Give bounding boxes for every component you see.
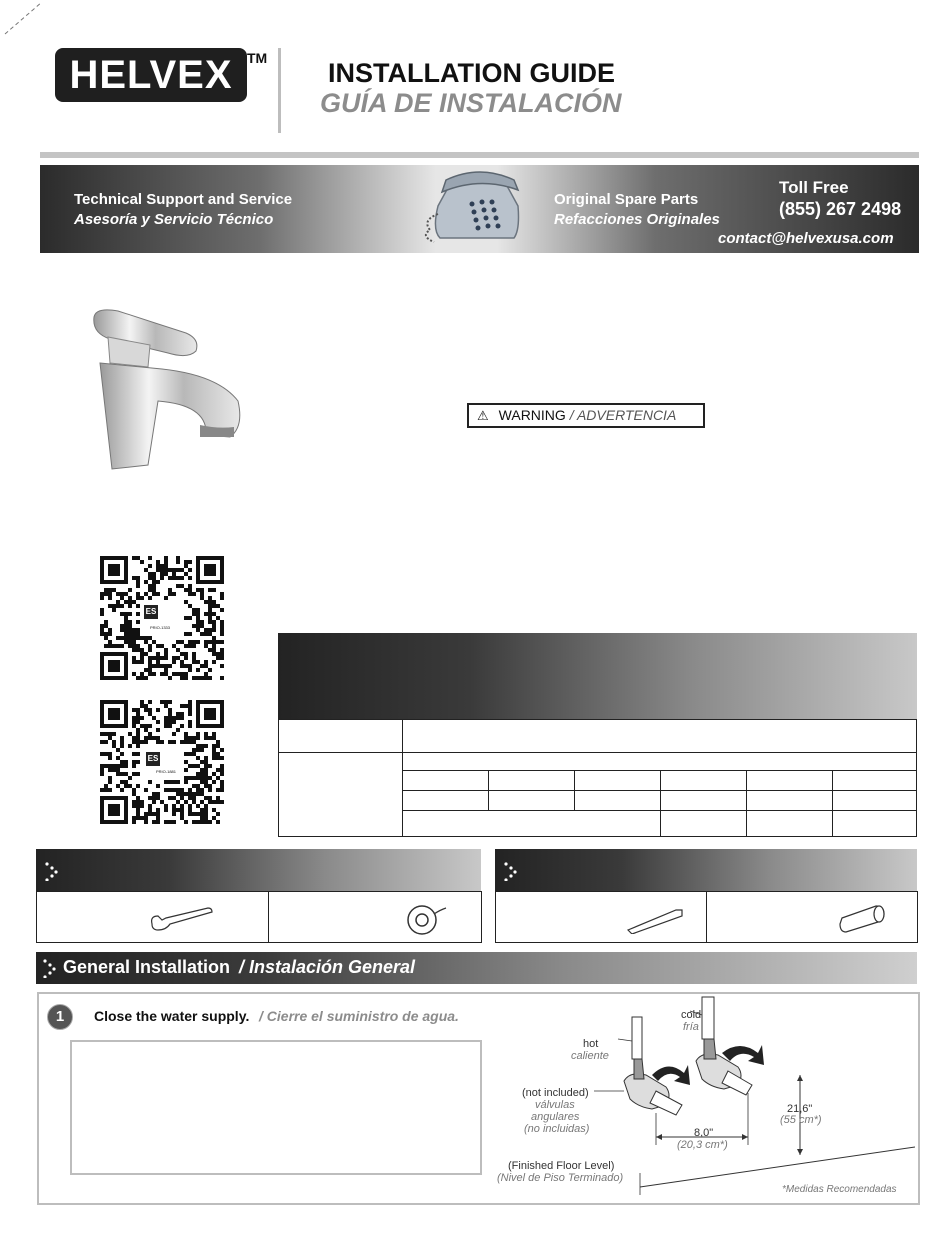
- qr-caption: PRIO-1333: [150, 625, 171, 630]
- height-dimension-cm: (55 cm*): [780, 1114, 822, 1126]
- telephone-icon: [410, 166, 530, 244]
- spec-cell: [661, 771, 747, 791]
- warning-label: WARNING: [498, 407, 566, 423]
- warning-box: [467, 403, 705, 428]
- toll-free-label: Toll Free: [779, 178, 849, 197]
- faucet-image: [88, 305, 248, 475]
- spec-cell: [489, 771, 575, 791]
- support-label-spanish: Asesoría y Servicio Técnico: [74, 211, 274, 228]
- spec-cell: [747, 771, 833, 791]
- qr-badge: ES: [146, 752, 160, 766]
- spec-cell: [661, 811, 747, 836]
- spec-table: [278, 719, 917, 837]
- spacing-dimension-cm: (20,3 cm*): [677, 1139, 728, 1151]
- spec-cell: [833, 791, 916, 811]
- corner-mark: [0, 0, 45, 40]
- floor-level-label: (Finished Floor Level): [508, 1160, 615, 1172]
- qr-code[interactable]: [100, 556, 224, 680]
- height-dimension: 21,6": [787, 1103, 813, 1115]
- parts-panel-header: [495, 849, 917, 891]
- step-1-text: Close the water supply.: [94, 1008, 250, 1024]
- trademark: TM: [247, 50, 268, 66]
- teflon-tape-icon: [404, 904, 448, 936]
- floor-level-label-spanish: (Nivel de Piso Terminado): [497, 1172, 624, 1184]
- recommended-measures-note: *Medidas Recomendadas: [782, 1184, 897, 1195]
- dots-icon: [42, 958, 56, 978]
- spare-parts-label-spanish: Refacciones Originales: [554, 211, 720, 228]
- spec-cell: [833, 771, 916, 791]
- spare-parts-label: Original Spare Parts: [554, 191, 699, 208]
- qr-caption: PRIO-1881: [156, 769, 177, 774]
- step-number: 1: [47, 1004, 73, 1030]
- spec-cell: [279, 753, 403, 836]
- spec-cell: [403, 811, 661, 836]
- dots-icon: [503, 861, 517, 881]
- valves-label-spanish-2: angulares: [531, 1111, 580, 1123]
- header-rule: [40, 152, 919, 158]
- step-1-text-spanish: / Cierre el suministro de agua.: [259, 1008, 459, 1024]
- step-1-note-box: [70, 1040, 482, 1175]
- spec-cell: [575, 771, 661, 791]
- spec-cell: [575, 791, 661, 811]
- warning-triangle-icon: ⚠: [477, 408, 489, 423]
- section-title-spanish: / Instalación General: [239, 957, 416, 977]
- header-divider: [278, 48, 281, 133]
- spec-cell: [747, 791, 833, 811]
- qr-code[interactable]: [100, 700, 224, 824]
- spacing-dimension: 8,0": [694, 1127, 714, 1139]
- tools-panel-header: [36, 849, 481, 891]
- phone-number[interactable]: (855) 267 2498: [779, 199, 902, 219]
- dots-icon: [44, 861, 58, 881]
- spec-cell: [403, 771, 489, 791]
- spec-cell: [661, 791, 747, 811]
- hot-label-spanish: caliente: [571, 1050, 609, 1062]
- allen-key-icon: [626, 904, 686, 934]
- not-included-label: (not included): [522, 1087, 589, 1099]
- pipe-tube-icon: [836, 902, 888, 936]
- support-label: Technical Support and Service: [74, 191, 293, 208]
- cold-label: cold: [681, 1009, 702, 1021]
- spec-cell: [489, 791, 575, 811]
- warning-label-spanish: / ADVERTENCIA: [569, 407, 677, 423]
- hot-label: hot: [583, 1038, 599, 1050]
- spec-cell: [403, 720, 916, 753]
- spec-cell: [747, 811, 833, 836]
- contact-email[interactable]: contact@helvexusa.com: [718, 230, 894, 247]
- page-title-spanish: GUÍA DE INSTALACIÓN: [320, 88, 622, 118]
- spec-cell: [403, 791, 489, 811]
- valves-label-spanish: válvulas: [535, 1099, 575, 1111]
- page-title: INSTALLATION GUIDE: [328, 58, 615, 88]
- section-title: General Installation: [63, 957, 231, 977]
- spec-table-header: [278, 633, 917, 719]
- cold-label-spanish: fría: [683, 1021, 699, 1033]
- helvex-logo: HELVEX: [55, 48, 247, 102]
- spec-cell: [833, 811, 916, 836]
- spec-cell: [279, 720, 403, 753]
- general-installation-header: [36, 952, 917, 984]
- qr-badge: ES: [144, 605, 158, 619]
- not-included-label-spanish: (no incluidas): [524, 1123, 590, 1135]
- adjustable-wrench-icon: [148, 906, 214, 932]
- spec-cell: [403, 753, 916, 771]
